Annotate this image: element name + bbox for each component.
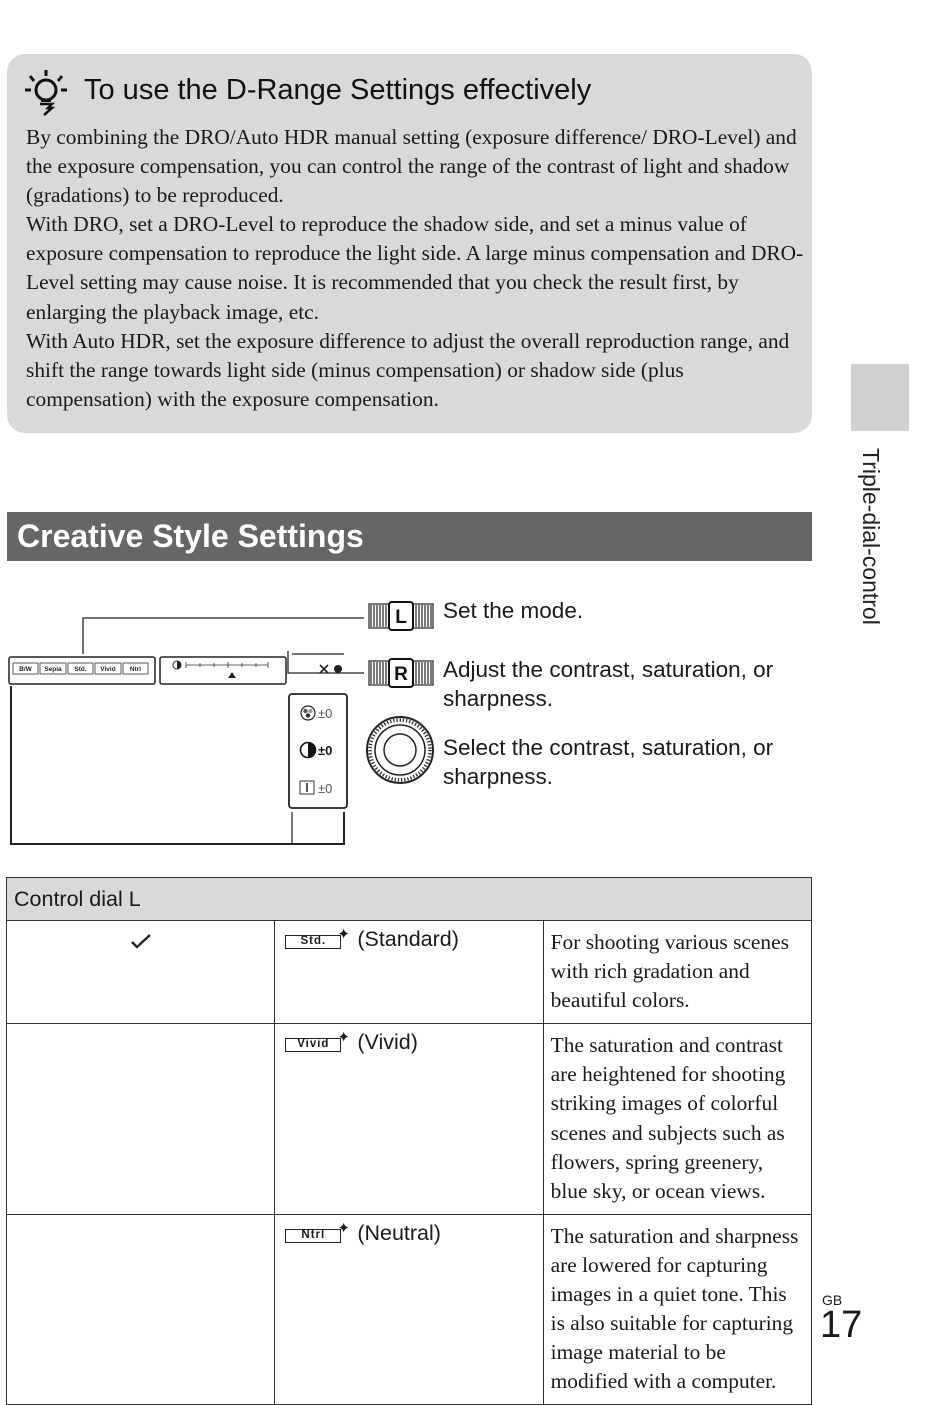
dial-r-description-line: Adjust the contrast, saturation, or <box>443 657 774 682</box>
mode-description: For shooting various scenes with rich gradation and beautiful colors. <box>543 921 811 1024</box>
tip-body <box>26 123 806 414</box>
vivid-style-icon: Vivid ✦ <box>285 1034 345 1056</box>
control-wheel-description-line: Select the contrast, saturation, or <box>443 735 774 760</box>
table-row <box>7 1214 812 1405</box>
section-heading-bar <box>7 512 812 561</box>
style-tab: Ntrl <box>129 666 142 673</box>
style-tab: Std. <box>74 666 87 673</box>
neutral-style-icon: Ntrl ✦ <box>285 1225 345 1247</box>
control-wheel-description <box>443 734 773 791</box>
page-number: 17 <box>820 1304 863 1346</box>
style-tab: Vivid <box>100 666 116 673</box>
tip-title: To use the D-Range Settings effectively <box>84 74 592 106</box>
style-tab: Sepia <box>44 666 62 673</box>
badge-text: Ntrl <box>285 1229 341 1243</box>
page-region: GB <box>822 1292 843 1308</box>
tip-paragraph: With Auto HDR, set the exposure difference to adjust the overall reproduction range, and shift the range towards light side (minus compensation) or shadow side (plus compensation) with the exposure compensation. <box>26 328 790 411</box>
control-wheel-description-line: sharpness. <box>443 763 554 789</box>
svg-text:R: R <box>394 664 408 685</box>
control-dial-table <box>6 877 812 1405</box>
side-tab-marker <box>851 364 909 431</box>
contrast-value: ±0 <box>318 743 333 758</box>
lightbulb-hint-icon <box>24 68 68 116</box>
mode-label: (Vivid) <box>357 1030 418 1055</box>
table-row <box>7 1024 812 1215</box>
side-tab-label: Triple-dial-control <box>858 448 884 625</box>
saturation-value: ±0 <box>318 706 333 721</box>
dial-r-description-line: sharpness. <box>443 685 554 711</box>
svg-text:L: L <box>395 607 407 628</box>
tip-paragraph: With DRO, set a DRO-Level to reproduce the shadow side, and set a minus value of exposure compensation to reproduce the light side. A large minus compensation and DRO-Level setting may cause noise. It is recommended that you check the result first, by enlarging the playback image, etc. <box>26 212 804 324</box>
mode-cell <box>275 921 543 1024</box>
dial-l-icon <box>369 602 433 630</box>
mode-cell <box>275 1214 543 1405</box>
default-cell <box>7 1214 275 1405</box>
default-cell <box>7 921 275 1024</box>
dial-r-description <box>443 656 773 713</box>
dial-l-description-text: Set the mode. <box>443 598 584 623</box>
badge-text: Std. <box>285 935 341 949</box>
mode-description: The saturation and contrast are heightened for shooting striking images of colorful scenes and subjects such as flowers, spring greenery, blue sky, or ocean views. <box>543 1024 811 1215</box>
sharpness-value: ±0 <box>318 781 333 796</box>
dial-r-icon <box>369 659 433 687</box>
badge-text: Vivid <box>285 1038 341 1052</box>
creative-style-screen-diagram <box>0 590 450 850</box>
standard-style-icon: Std. ✦ <box>285 931 345 953</box>
control-wheel-icon <box>367 717 433 783</box>
mode-label: (Standard) <box>357 927 459 951</box>
default-cell <box>7 1024 275 1215</box>
tip-paragraph: By combining the DRO/Auto HDR manual setting (exposure difference/ DRO-Level) and the exposure compensation, you can control the range of the contrast of light and shadow (gradations) to be reproduced. <box>26 125 797 208</box>
mode-label: (Neutral) <box>357 1220 441 1245</box>
default-check-icon <box>130 933 152 949</box>
mode-cell <box>275 1024 543 1215</box>
dial-l-description <box>443 597 583 626</box>
table-row <box>7 921 812 1024</box>
section-title: Creative Style Settings <box>17 518 364 554</box>
mode-description: The saturation and sharpness are lowered for capturing images in a quiet tone. This is also suitable for capturing image material to be modified with a computer. <box>543 1214 811 1405</box>
table-header: Control dial L <box>7 878 812 921</box>
style-tab: B/W <box>19 666 32 673</box>
